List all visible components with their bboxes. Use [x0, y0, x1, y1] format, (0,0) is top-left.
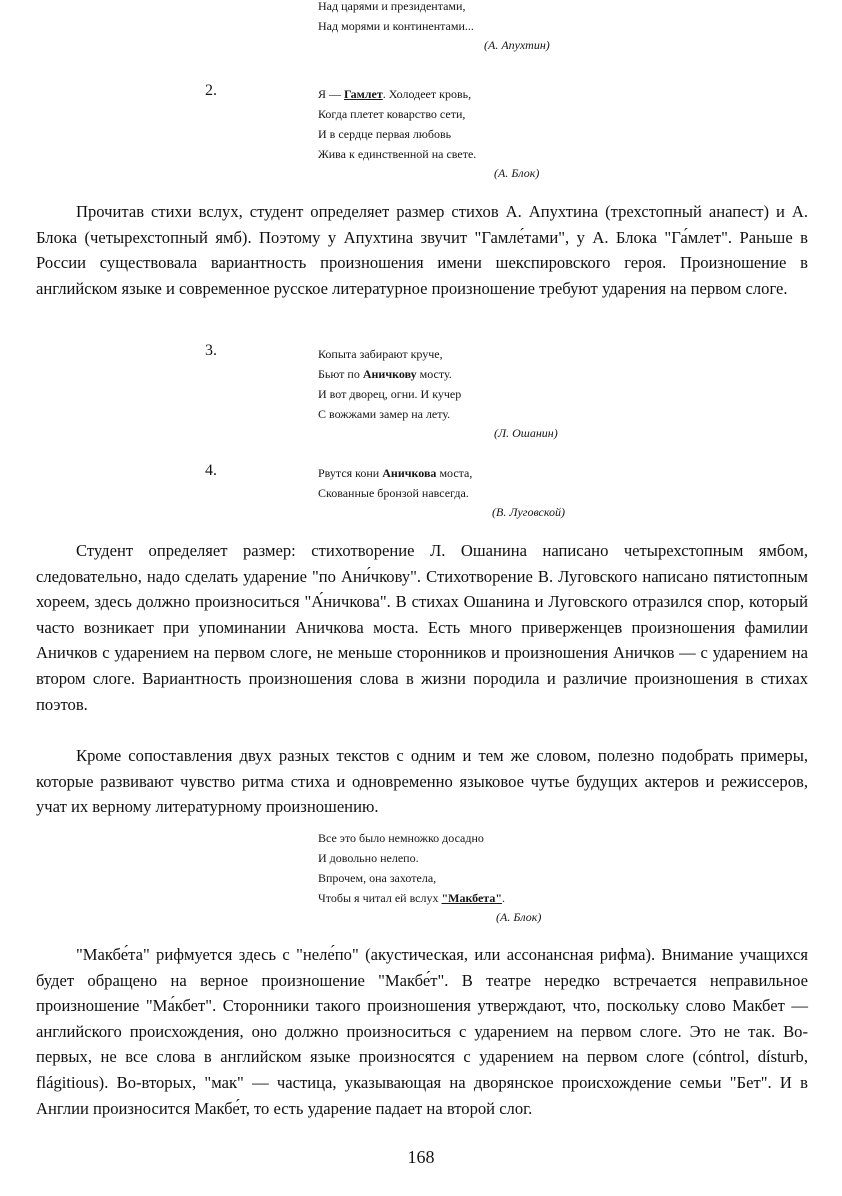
verse-line: Все это было немножко досадно [318, 831, 484, 845]
example-number: 4. [205, 462, 217, 479]
verse-text: моста, [436, 466, 473, 480]
verse-line: С вожжами замер на лету. [318, 407, 451, 421]
body-paragraph: Кроме сопоставления двух разных текстов с одним и тем же словом, полезно подобрать примеры, которые развивают чувство ритма стиха и одновременно языковое чутье будущих актеров и режиссеров, учат их верному литературному произношению. [36, 746, 808, 817]
verse-line: Над царями и президентами, [318, 0, 466, 13]
verse-author: (А. Блок) [496, 910, 542, 924]
page-number: 168 [407, 1147, 435, 1167]
verse-line: Над морями и континентами... [318, 19, 474, 33]
verse-line [318, 463, 472, 483]
verse-author: (А. Блок) [494, 166, 540, 180]
verse-text: Чтобы я читал ей вслух [318, 891, 442, 905]
verse-blok-hamlet [318, 84, 476, 164]
highlighted-word: "Макбета" [441, 891, 502, 905]
verse-line: Когда плетет коварство сети, [318, 107, 466, 121]
verse-line: И в сердце первая любовь [318, 127, 452, 141]
verse-line [318, 84, 476, 104]
body-paragraph: Студент определяет размер: стихотворение Л. Ошанина написано четырехстопным ямбом, следовательно, надо сделать ударение "по Ани́чкову". Стихотворение В. Луговского написано пятистопным хореем, здесь должно произноситься "А́ничкова". В стихах Ошанина и Луговского отразился спор, который часто возникает при упоминании Аничкова моста. Есть много приверженцев произношения фамилии Аничков с ударением на первом слоге, не меньше сторонников и произношения Аничков — с ударением на втором слоге. Вариантность произношения слова в жизни породила и различие произношения в стихах поэтов. [36, 541, 808, 714]
example-number: 3. [205, 342, 217, 359]
verse-line [318, 888, 505, 908]
verse-author: (Л. Ошанин) [494, 426, 558, 440]
highlighted-word: Аничкова [382, 466, 437, 480]
verse-text: Бьют по [318, 367, 363, 381]
example-number: 2. [205, 82, 217, 99]
verse-text: Я — [318, 87, 345, 101]
verse-line: И вот дворец, огни. И кучер [318, 387, 462, 401]
verse-line: Жива к единственной на свете. [318, 147, 477, 161]
highlighted-word: Аничкову [362, 367, 417, 381]
verse-text: . Холодеет кровь, [382, 87, 472, 101]
verse-line [318, 364, 461, 384]
body-paragraph: Прочитав стихи вслух, студент определяет размер стихов А. Апухтина (трехстопный анапест) и А. Блока (четырехстопный ямб). Поэтому у Апухтина звучит "Гамле́тами", у А. Блока "Га́млет". Раньше в России существовала вариантность произношения имени шекспировского героя. Произношение в английском языке и современное русское литературное произношение требуют ударения на первом слоге. [36, 202, 808, 298]
verse-oshanin [318, 344, 461, 424]
verse-line: Впрочем, она захотела, [318, 871, 437, 885]
verse-blok-macbeth [318, 828, 505, 908]
verse-apukhtin [318, 0, 474, 36]
verse-author: (В. Луговской) [492, 505, 565, 519]
verse-lugovskoy [318, 463, 472, 503]
verse-text: Рвутся кони [318, 466, 383, 480]
body-paragraph: "Макбе́та" рифмуется здесь с "неле́по" (акустическая, или ассонансная рифма). Внимание учащихся будет обращено на верное произношение "Макбе́т". В театре нередко встречается неправильное произношение "Ма́кбет". Сторонники такого произношения утверждают, что, поскольку слово Макбет — английского происхождения, оно должно произноситься с ударением на первом слоге. Это не так. Во-первых, не все слова в английском языке произносятся с ударением на первом слоге (cóntrol, dísturb, flágitious). Во-вторых, "мак" — частица, указывающая на дворянское происхождение семьи "Бет". И в Англии произносится Макбе́т, то есть ударение падает на второй слог. [36, 945, 808, 1118]
verse-text: . [501, 891, 505, 905]
highlighted-word: Гамлет [344, 87, 383, 101]
verse-author: (А. Апухтин) [484, 38, 550, 52]
verse-text: мосту. [416, 367, 452, 381]
verse-line: Копыта забирают круче, [318, 347, 443, 361]
verse-line: И довольно нелепо. [318, 851, 419, 865]
verse-line: Скованные бронзой навсегда. [318, 486, 469, 500]
